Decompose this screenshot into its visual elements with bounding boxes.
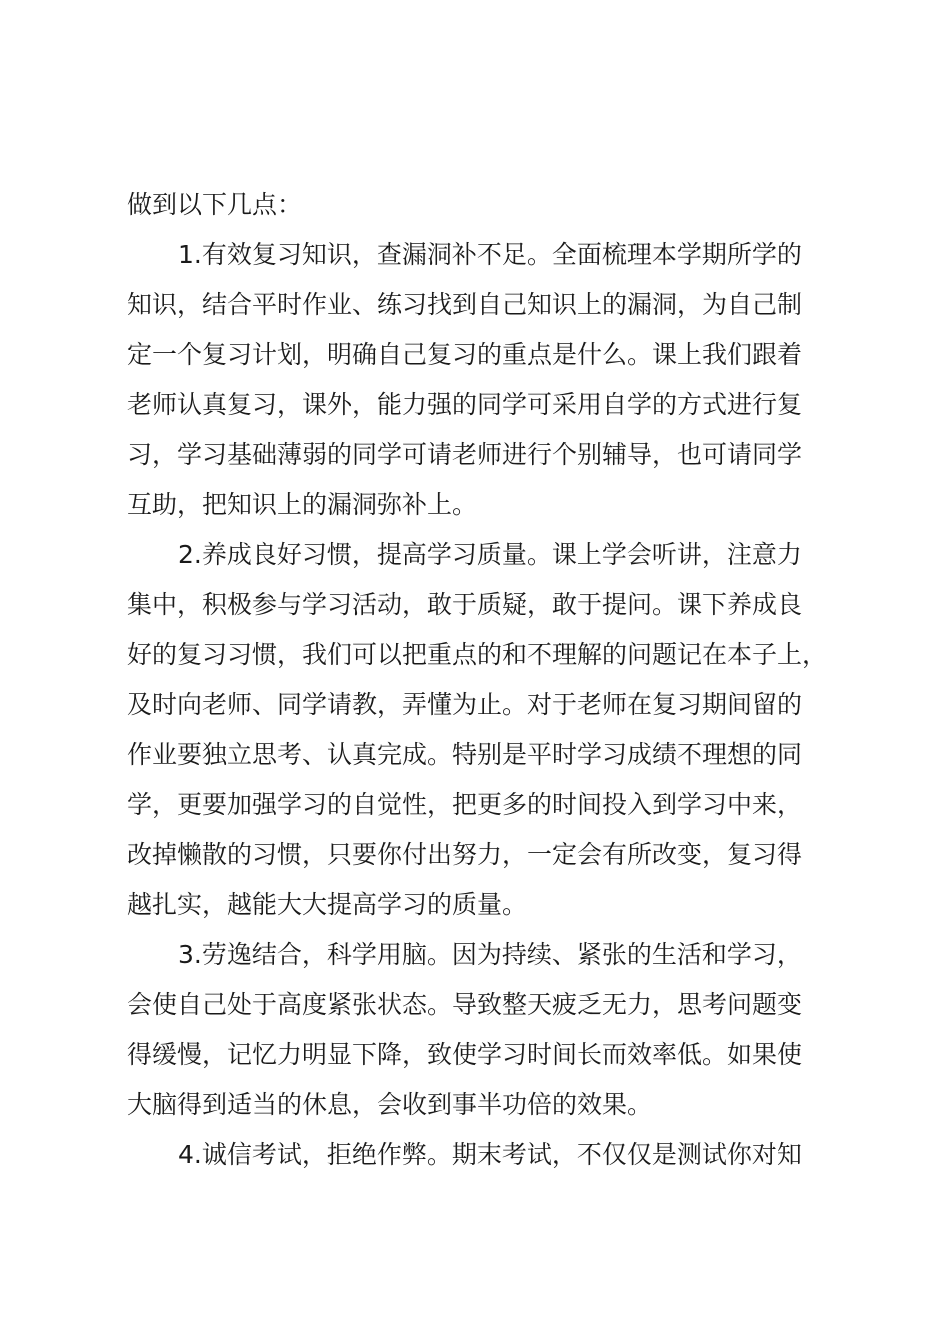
text-line: 互助，把知识上的漏洞弥补上。 [127,490,478,519]
paragraph-3-line: 3.劳逸结合，科学用脑。因为持续、紧张的生活和学习， [178,940,802,969]
text-line: 作业要独立思考、认真完成。特别是平时学习成绩不理想的同 [127,740,803,769]
text-line: 集中，积极参与学习活动，敢于质疑，敢于提问。课下养成良 [127,590,803,619]
text-line: 定一个复习计划，明确自己复习的重点是什么。课上我们跟着 [127,340,803,369]
text-line: 做到以下几点： [127,190,303,219]
text-line: 及时向老师、同学请教，弄懂为止。对于老师在复习期间留的 [127,690,803,719]
text-line: 改掉懒散的习惯，只要你付出努力，一定会有所改变，复习得 [127,840,803,869]
paragraph-4-line: 4.诚信考试，拒绝作弊。期末考试，不仅仅是测试你对知 [178,1140,802,1169]
text-line: 好的复习习惯，我们可以把重点的和不理解的问题记在本子上， [127,640,828,669]
text-line: 老师认真复习，课外，能力强的同学可采用自学的方式进行复 [127,390,803,419]
paragraph-1-line: 1.有效复习知识，查漏洞补不足。全面梳理本学期所学的 [178,240,802,269]
text-line: 知识，结合平时作业、练习找到自己知识上的漏洞，为自己制 [127,290,803,319]
text-line: 会使自己处于高度紧张状态。导致整天疲乏无力，思考问题变 [127,990,803,1019]
text-line: 得缓慢，记忆力明显下降，致使学习时间长而效率低。如果使 [127,1040,803,1069]
text-line: 越扎实，越能大大提高学习的质量。 [127,890,528,919]
paragraph-2-line: 2.养成良好习惯，提高学习质量。课上学会听讲，注意力 [178,540,802,569]
text-line: 大脑得到适当的休息，会收到事半功倍的效果。 [127,1090,653,1119]
text-line: 学，更要加强学习的自觉性，把更多的时间投入到学习中来， [127,790,803,819]
text-line: 习，学习基础薄弱的同学可请老师进行个别辅导，也可请同学 [127,440,803,469]
